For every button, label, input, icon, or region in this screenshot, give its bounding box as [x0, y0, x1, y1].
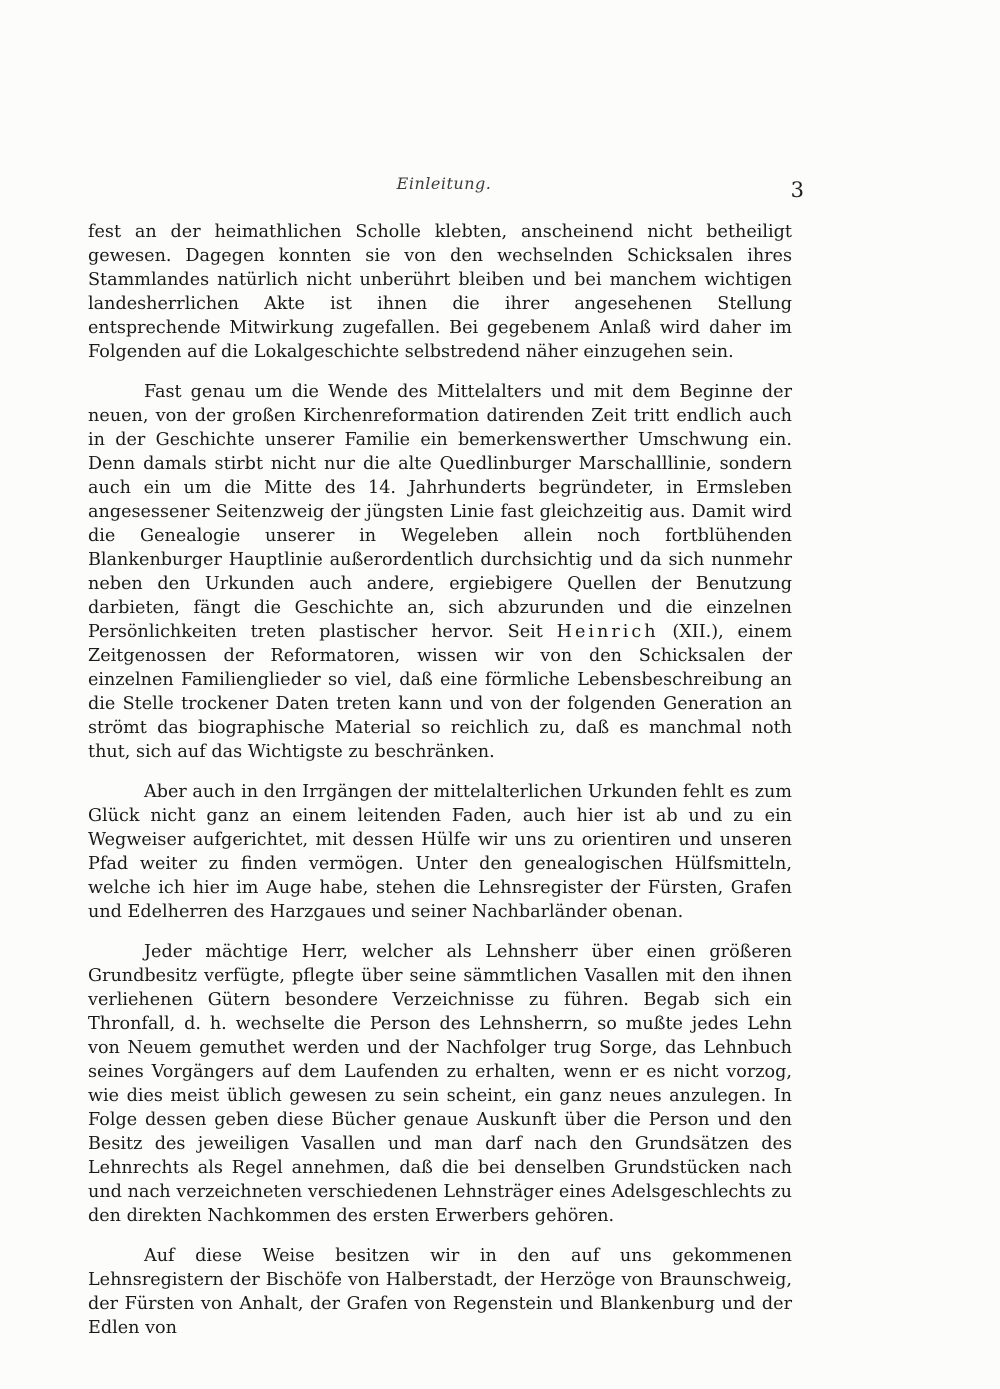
body-text [88, 220, 792, 1356]
paragraph-4: Jeder mächtige Herr, welcher als Lehnsherr über einen größeren Grundbesitz verfügte, pflegte über seine sämmtlichen Vasallen mit den ihnen verliehenen Gütern besondere Verzeichnisse zu führen. Begab sich ein Thronfall, d. h. wechselte die Person des Lehnsherrn, so mußte jedes Lehn von Neuem gemuthet werden und der Nachfolger trug Sorge, das Lehnbuch seines Vorgängers auf dem Laufenden zu erhalten, wenn er es nicht vorzog, wie dies meist üblich gewesen zu sein scheint, ein ganz neues anzulegen. In Folge dessen geben diese Bücher genaue Auskunft über die Person und den Besitz des jeweiligen Vasallen und man darf nach den Grundsätzen des Lehnrechts als Regel annehmen, daß die bei denselben Grundstücken nach und nach verzeichneten verschiedenen Lehnsträger eines Adelsgeschlechts zu den direkten Nachkommen des ersten Erwerbers gehören. [88, 942, 792, 1226]
paragraph-2 [88, 380, 792, 764]
paragraph-3: Aber auch in den Irrgängen der mittelalterlichen Urkunden fehlt es zum Glück nicht ganz an einem leitenden Faden, auch hier ist ab und zu ein Wegweiser aufgerichtet, mit dessen Hülfe wir uns zu orientiren und unseren Pfad weiter zu finden vermögen. Unter den genealogischen Hülfsmitteln, welche ich hier im Auge habe, stehen die Lehnsregister der Fürsten, Grafen und Edelherren des Harzgaues und seiner Nachbarländer obenan. [88, 782, 792, 922]
running-head: Einleitung. [396, 174, 492, 193]
page-number: 3 [790, 178, 804, 202]
paragraph-5: Auf diese Weise besitzen wir in den auf uns gekommenen Lehnsregistern der Bischöfe von Halberstadt, der Herzöge von Braunschweig, der Fürsten von Anhalt, der Grafen von Regenstein und Blankenburg und der Edlen von [88, 1246, 792, 1338]
person-name-heinrich: Heinrich [556, 622, 659, 642]
paragraph-2-part-2: (XII.), einem Zeitgenossen der Reformatoren, wissen wir von den Schicksalen der einzelnen Familienglieder so viel, daß eine förmliche Lebensbeschreibung an die Stelle trockener Daten treten kann und von der folgenden Generation an strömt das biographische Material so reichlich zu, daß es manchmal noth thut, sich auf das Wichtigste zu beschränken. [88, 622, 792, 762]
paragraph-1: fest an der heimathlichen Scholle klebten, anscheinend nicht betheiligt gewesen. Dagegen konnten sie von den wechselnden Schicksalen ihres Stammlandes natürlich nicht unberührt bleiben und bei manchem wichtigen landesherrlichen Akte ist ihnen die ihrer angesehenen Stellung entsprechende Mitwirkung zugefallen. Bei gegebenem Anlaß wird daher im Folgenden auf die Lokalgeschichte selbstredend näher einzugehen sein. [88, 222, 792, 362]
paragraph-2-part-1: Fast genau um die Wende des Mittelalters und mit dem Beginne der neuen, von der großen Kirchenreformation datirenden Zeit tritt endlich auch in der Geschichte unserer Familie ein bemerkenswerther Umschwung ein. Denn damals stirbt nicht nur die alte Quedlinburger Marschalllinie, sondern auch ein um die Mitte des 14. Jahrhunderts begründeter, in Ermsleben angesessener Seitenzweig der jüngsten Linie fast gleichzeitig aus. Damit wird die Genealogie unserer in Wegeleben allein noch fortblühenden Blankenburger Hauptlinie außerordentlich durchsichtig und da sich nunmehr neben den Urkunden auch andere, ergiebigere Quellen der Benutzung darbieten, fängt die Geschichte an, sich abzurunden und die einzelnen Persönlichkeiten treten plastischer hervor. Seit [88, 382, 792, 642]
page-header [88, 174, 804, 202]
